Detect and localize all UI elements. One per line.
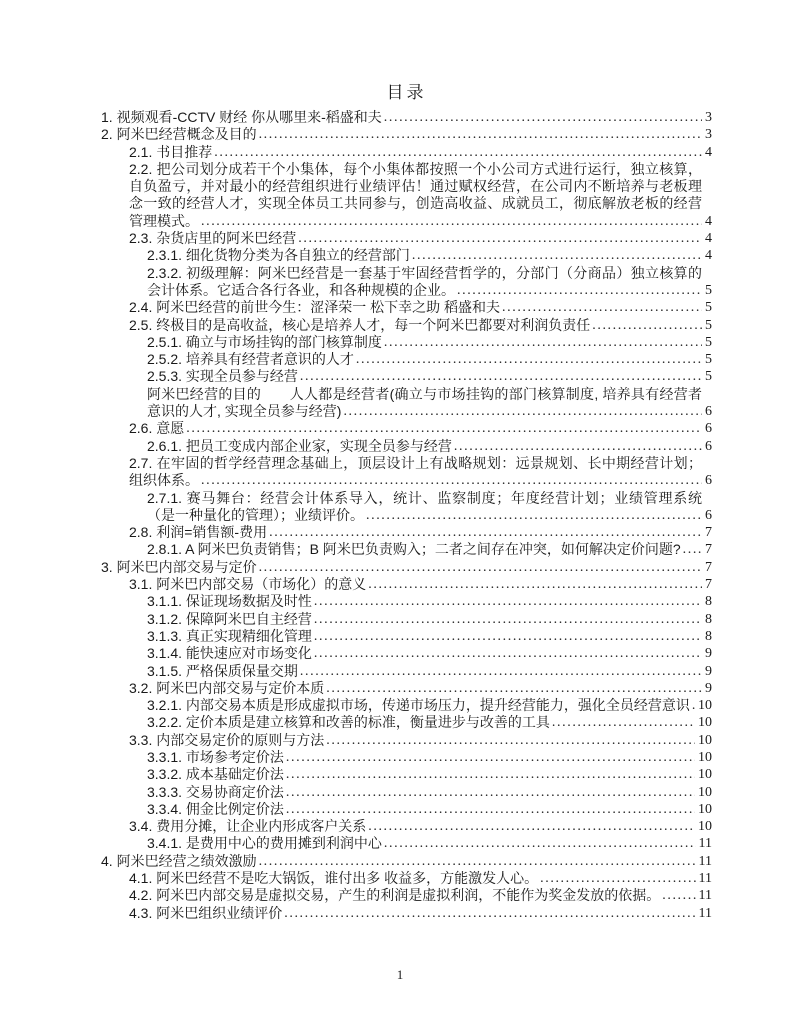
toc-entry-text: 3.3. 内部交易定价的原则与方法 ..... [129, 732, 695, 749]
toc-entry[interactable] [101, 611, 712, 628]
toc-entry[interactable] [101, 593, 712, 610]
toc-entry-page: 5 [705, 317, 712, 333]
toc-entry[interactable] [101, 905, 712, 922]
toc-entry[interactable] [101, 334, 712, 351]
toc-entry[interactable] [101, 576, 712, 593]
toc-entry-text: 3.1.4. 能快速应对市场变化 ..... [147, 645, 702, 662]
footer-page-number: 1 [396, 967, 404, 982]
toc-entry[interactable] [101, 697, 712, 714]
toc-title: 目录 [386, 83, 427, 102]
toc-entry-text: 4.2. 阿米巴内部交易是虚拟交易，产生的利润是虚拟利润，不能作为奖金发放的依据。 ..... [129, 887, 696, 904]
toc-entry-text: 2.5. 终极目的是高收益，核心是培养人才，每一个阿米巴都要对利润负责任 ..... [129, 317, 702, 334]
toc-entry-text: 2.8. 利润=销售额-费用 ..... [129, 524, 702, 541]
toc-entry-page: 8 [705, 611, 712, 627]
toc-entry[interactable] [101, 455, 712, 490]
toc-entry-text: 2.5.2. 培养具有经营者意识的人才 ..... [147, 351, 702, 368]
toc-entry[interactable] [101, 524, 712, 541]
toc-entry-text: 2.7. 在牢固的哲学经营理念基础上，顶层设计上有战略规划：远景规划、长中期经营计划；组织体系。 ..... [129, 455, 702, 490]
toc-entry-text: 3.3.1. 市场参考定价法 ..... [147, 749, 695, 766]
toc-entry-page: 11 [698, 836, 712, 852]
toc-entry-page: 3 [705, 127, 712, 143]
toc-entry-text: 3.1.1. 保证现场数据及时性 ..... [147, 593, 702, 610]
toc-entry-text: 2.6.1. 把员工变成内部企业家，实现全员参与经营 ..... [147, 438, 702, 455]
toc-entry-page: 10 [698, 767, 712, 783]
toc-entry-page: 11 [698, 905, 712, 921]
toc-entry-text: 3.3.3. 交易协商定价法 ..... [147, 784, 695, 801]
toc-entry-page: 7 [705, 559, 712, 575]
toc-entry-page: 9 [705, 663, 712, 679]
toc-entry-text: 阿米巴经营的目的 人人都是经营者(确立与市场挂钩的部门核算制度, 培养具有经营者意识的人才, 实现全员参与经营) ..... [147, 386, 702, 421]
toc-entry-page: 7 [705, 542, 712, 558]
toc-entry-text: 2.3.1. 细化货物分类为各自独立的经营部门 ..... [147, 247, 702, 264]
toc-entry-text: 2. 阿米巴经营概念及目的 ..... [101, 126, 702, 143]
toc-entry[interactable] [101, 299, 712, 316]
toc-entry-page: 3 [705, 110, 712, 125]
toc-entry[interactable] [101, 732, 712, 749]
toc-entry-text: 3.1.2. 保障阿米巴自主经营 ..... [147, 611, 702, 628]
toc-entry-text: 3.2. 阿米巴内部交易与定价本质 ..... [129, 680, 702, 697]
toc-entry-text: 2.6. 意愿 ..... [129, 420, 702, 437]
toc-entry-page: 6 [705, 473, 712, 489]
toc-entry-page: 6 [705, 404, 712, 420]
toc-entry[interactable] [101, 680, 712, 697]
toc-entry[interactable] [101, 784, 712, 801]
toc-entry-text: 2.7.1. 赛马舞台：经营会计体系导入，统计、监察制度；年度经营计划；业绩管理系统（是一种量化的管理）；业绩评价。 ..... [147, 490, 702, 525]
toc-entry-page: 10 [698, 732, 712, 748]
toc-entry[interactable] [101, 161, 712, 230]
toc-entry-text: 2.3.2. 初级理解：阿米巴经营是一套基于牢固经营哲学的，分部门（分商品）独立核算的会计体系。它适合各行各业，和各种规模的企业。 ..... [147, 265, 702, 300]
toc-entry-page: 10 [698, 784, 712, 800]
toc-entry-page: 5 [705, 352, 712, 368]
toc-entry-page: 4 [705, 248, 712, 264]
toc-entry-text: 2.1. 书目推荐 ..... [129, 144, 702, 161]
toc-entry[interactable] [101, 663, 712, 680]
toc-entry[interactable] [101, 870, 712, 887]
toc-entry-text: 1. 视频观看-CCTV 财经 你从哪里来-稻盛和夫 ..... [101, 109, 702, 126]
toc-section [101, 83, 712, 922]
toc-entry-page: 10 [698, 819, 712, 835]
toc-entry-text: 4.1. 阿米巴经营不是吃大锅饭，谁付出多 收益多，方能激发人心。 ..... [129, 870, 696, 887]
toc [101, 109, 712, 922]
toc-entry[interactable] [101, 351, 712, 368]
toc-entry[interactable] [101, 749, 712, 766]
toc-entry-text: 2.8.1. A 阿米巴负责销售；B 阿米巴负责购入；二者之间存在冲突，如何解决定价问题? ..... [147, 541, 702, 558]
toc-entry-page: 9 [705, 680, 712, 696]
toc-entry[interactable] [101, 126, 712, 143]
toc-entry-page: 4 [705, 213, 712, 229]
toc-entry-page: 10 [698, 698, 712, 714]
toc-entry-page: 7 [705, 577, 712, 593]
toc-entry-text: 3.3.2. 成本基础定价法 ..... [147, 766, 695, 783]
toc-entry-page: 4 [705, 231, 712, 247]
toc-entry[interactable] [101, 265, 712, 300]
toc-entry-text: 2.4. 阿米巴经营的前世今生：涩泽荣一 松下幸之助 稻盛和夫 ..... [129, 299, 702, 316]
toc-entry-page: 5 [705, 300, 712, 316]
toc-entry[interactable] [101, 645, 712, 662]
toc-entry-page: 6 [705, 438, 712, 454]
toc-entry-page: 11 [698, 853, 712, 869]
toc-entry-text: 2.2. 把公司划分成若干个小集体，每个小集体都按照一个小公司方式进行运行，独立核算，自负盈亏，并对最小的经营组织进行业绩评估！通过赋权经营，在公司内不断培养与老板理念一致的经营人才，实现全体员工共同参与，创造高收益、成就员工，彻底解放老板的经营管理模式。 ..... [129, 161, 702, 230]
toc-entry-page: 11 [698, 888, 712, 904]
toc-entry[interactable] [101, 317, 712, 334]
toc-entry[interactable] [101, 109, 712, 126]
toc-entry-page: 5 [705, 369, 712, 385]
toc-entry[interactable] [101, 714, 712, 731]
toc-entry-page: 6 [705, 507, 712, 523]
toc-entry-text: 2.5.1. 确立与市场挂钩的部门核算制度 ..... [147, 334, 702, 351]
toc-entry[interactable] [101, 559, 712, 576]
toc-entry[interactable] [101, 247, 712, 264]
toc-entry-page: 10 [698, 749, 712, 765]
toc-entry[interactable] [101, 438, 712, 455]
toc-entry-text: 2.3. 杂货店里的阿米巴经营 ..... [129, 230, 702, 247]
toc-entry-page: 10 [698, 715, 712, 731]
toc-entry[interactable] [101, 766, 712, 783]
toc-entry-page: 11 [698, 871, 712, 887]
toc-entry-text: 4. 阿米巴经营之绩效激励 ..... [101, 853, 696, 870]
toc-entry-text: 3.2.2. 定价本质是建立核算和改善的标准，衡量进步与改善的工具 ..... [147, 714, 695, 731]
toc-entry-text: 3.1. 阿米巴内部交易（市场化）的意义 ..... [129, 576, 702, 593]
toc-entry[interactable] [101, 144, 712, 161]
toc-entry[interactable] [101, 818, 712, 835]
toc-entry-text: 3.2.1. 内部交易本质是形成虚拟市场，传递市场压力，提升经营能力，强化全员经营意识 ..... [147, 697, 695, 714]
toc-entry-text: 3.4.1. 是费用中心的费用摊到利润中心 ..... [147, 835, 696, 852]
toc-entry[interactable] [101, 853, 712, 870]
toc-entry-page: 7 [705, 525, 712, 541]
toc-entry-page: 5 [705, 282, 712, 298]
toc-entry[interactable] [101, 801, 712, 818]
toc-entry[interactable] [101, 541, 712, 558]
toc-entry-page: 6 [705, 421, 712, 437]
toc-entry-text: 4.3. 阿米巴组织业绩评价 ..... [129, 905, 696, 922]
toc-entry-page: 4 [705, 144, 712, 160]
toc-entry[interactable] [101, 887, 712, 904]
toc-entry[interactable] [101, 628, 712, 645]
toc-entry-text: 3.3.4. 佣金比例定价法 ..... [147, 801, 695, 818]
toc-entry-text: 3.1.3. 真正实现精细化管理 ..... [147, 628, 702, 645]
toc-entry-text: 3.1.5. 严格保质保量交期 ..... [147, 663, 702, 680]
toc-entry[interactable] [101, 490, 712, 525]
toc-entry[interactable] [101, 420, 712, 437]
toc-entry[interactable] [101, 230, 712, 247]
toc-entry-page: 5 [705, 334, 712, 350]
toc-entry-page: 9 [705, 646, 712, 662]
toc-entry-page: 8 [705, 594, 712, 610]
toc-entry-text: 2.5.3. 实现全员参与经营 ..... [147, 368, 702, 385]
toc-entry[interactable] [101, 835, 712, 852]
toc-entry-page: 10 [698, 801, 712, 817]
toc-entry[interactable] [101, 386, 712, 421]
toc-entry-text: 3.4. 费用分摊，让企业内形成客户关系 ..... [129, 818, 695, 835]
toc-entry[interactable] [101, 368, 712, 385]
toc-entry-text: 3. 阿米巴内部交易与定价 ..... [101, 559, 702, 576]
toc-entry-page: 8 [705, 628, 712, 644]
